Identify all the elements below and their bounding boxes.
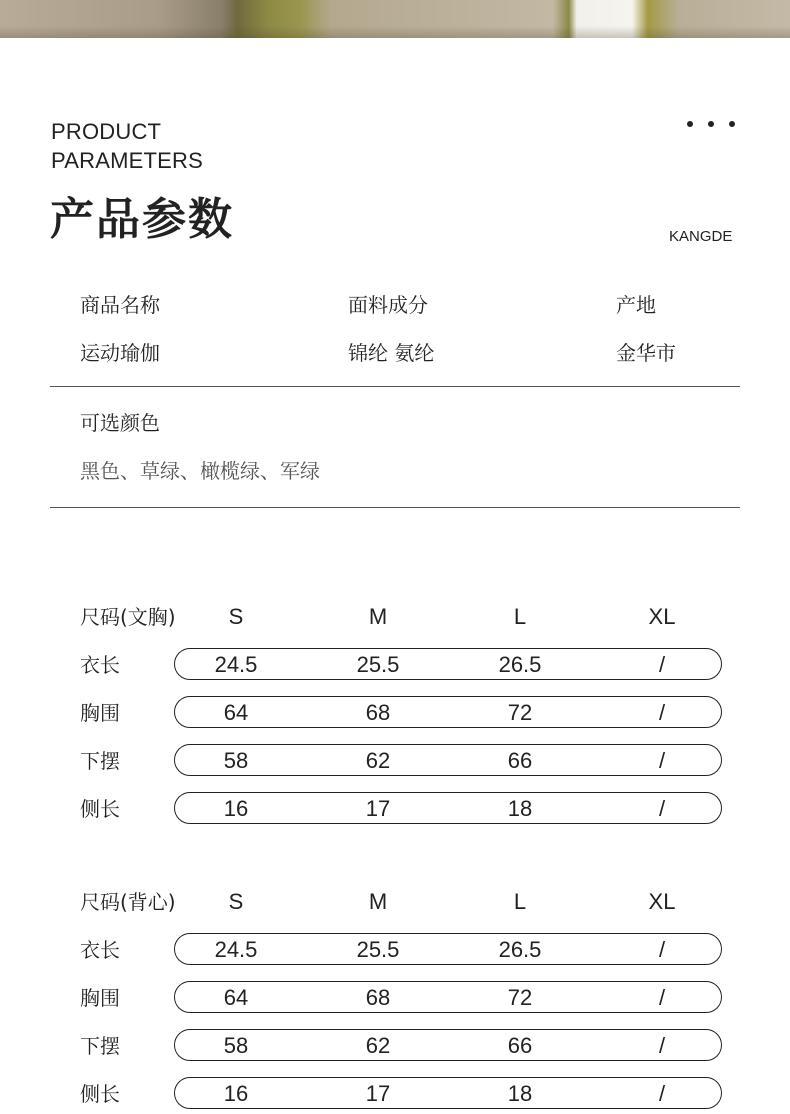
cell-value: 17 xyxy=(365,1081,391,1106)
param-origin-label: 产地 xyxy=(616,293,656,317)
title-english-line1: PRODUCT xyxy=(51,119,162,144)
product-photo-strip xyxy=(0,0,790,38)
divider xyxy=(50,386,740,387)
cell-value: / xyxy=(658,700,666,725)
size-header-s: S xyxy=(228,604,244,629)
size-header-l: L xyxy=(513,889,527,914)
cell-value: 68 xyxy=(365,985,391,1010)
table-row xyxy=(80,741,740,781)
table-row xyxy=(80,1026,740,1066)
cell-value: / xyxy=(658,1081,666,1106)
param-material-value: 锦纶 氨纶 xyxy=(348,341,435,365)
cell-value: 64 xyxy=(223,700,249,725)
cell-value: 24.5 xyxy=(214,652,258,677)
table-row xyxy=(80,693,740,733)
cell-value: 64 xyxy=(223,985,249,1010)
title-english-line2: PARAMETERS xyxy=(51,148,203,173)
row-label: 下摆 xyxy=(80,1034,120,1058)
row-label: 胸围 xyxy=(80,986,120,1010)
table-header-row xyxy=(80,882,740,922)
dot xyxy=(708,121,714,127)
cell-value: 72 xyxy=(507,700,533,725)
cell-value: / xyxy=(658,652,666,677)
cell-value: 25.5 xyxy=(356,937,400,962)
title-chinese: 产品参数 xyxy=(50,194,234,245)
brand-label: KANGDE xyxy=(669,228,733,245)
row-label: 侧长 xyxy=(80,797,120,821)
cell-value: 66 xyxy=(507,1033,533,1058)
table-row xyxy=(80,1074,740,1114)
param-colors-value: 黑色、草绿、橄榄绿、军绿 xyxy=(80,459,320,483)
table-row xyxy=(80,978,740,1018)
size-header-xl: XL xyxy=(648,604,676,629)
cell-value: / xyxy=(658,748,666,773)
dot xyxy=(729,121,735,127)
table-header-row xyxy=(80,597,740,637)
cell-value: 26.5 xyxy=(498,652,542,677)
param-origin-value: 金华市 xyxy=(616,341,676,365)
size-header-m: M xyxy=(368,889,388,914)
cell-value: 24.5 xyxy=(214,937,258,962)
cell-value: / xyxy=(658,985,666,1010)
table-header-label: 尺码(文胸) xyxy=(80,605,176,629)
param-name-label: 商品名称 xyxy=(80,293,160,317)
table-row xyxy=(80,645,740,685)
cell-value: 18 xyxy=(507,796,533,821)
cell-value: 16 xyxy=(223,1081,249,1106)
more-dots-icon xyxy=(687,121,735,127)
size-header-xl: XL xyxy=(648,889,676,914)
size-header-m: M xyxy=(368,604,388,629)
table-header-label: 尺码(背心) xyxy=(80,890,176,914)
divider xyxy=(50,507,740,508)
param-material-label: 面料成分 xyxy=(348,293,428,317)
row-label: 侧长 xyxy=(80,1082,120,1106)
cell-value: 62 xyxy=(365,1033,391,1058)
cell-value: 68 xyxy=(365,700,391,725)
dot xyxy=(687,121,693,127)
param-name-value: 运动瑜伽 xyxy=(80,341,160,365)
row-label: 衣长 xyxy=(80,653,120,677)
size-header-s: S xyxy=(228,889,244,914)
title-english xyxy=(51,117,203,175)
cell-value: 26.5 xyxy=(498,937,542,962)
cell-value: 16 xyxy=(223,796,249,821)
cell-value: 62 xyxy=(365,748,391,773)
cell-value: 17 xyxy=(365,796,391,821)
row-label: 胸围 xyxy=(80,701,120,725)
table-row xyxy=(80,930,740,970)
row-label: 衣长 xyxy=(80,938,120,962)
cell-value: 25.5 xyxy=(356,652,400,677)
cell-value: / xyxy=(658,937,666,962)
cell-value: / xyxy=(658,796,666,821)
cell-value: 18 xyxy=(507,1081,533,1106)
table-row xyxy=(80,789,740,829)
param-colors-label: 可选颜色 xyxy=(80,411,160,435)
cell-value: 58 xyxy=(223,1033,249,1058)
size-header-l: L xyxy=(513,604,527,629)
cell-value: 66 xyxy=(507,748,533,773)
cell-value: / xyxy=(658,1033,666,1058)
cell-value: 72 xyxy=(507,985,533,1010)
cell-value: 58 xyxy=(223,748,249,773)
row-label: 下摆 xyxy=(80,749,120,773)
